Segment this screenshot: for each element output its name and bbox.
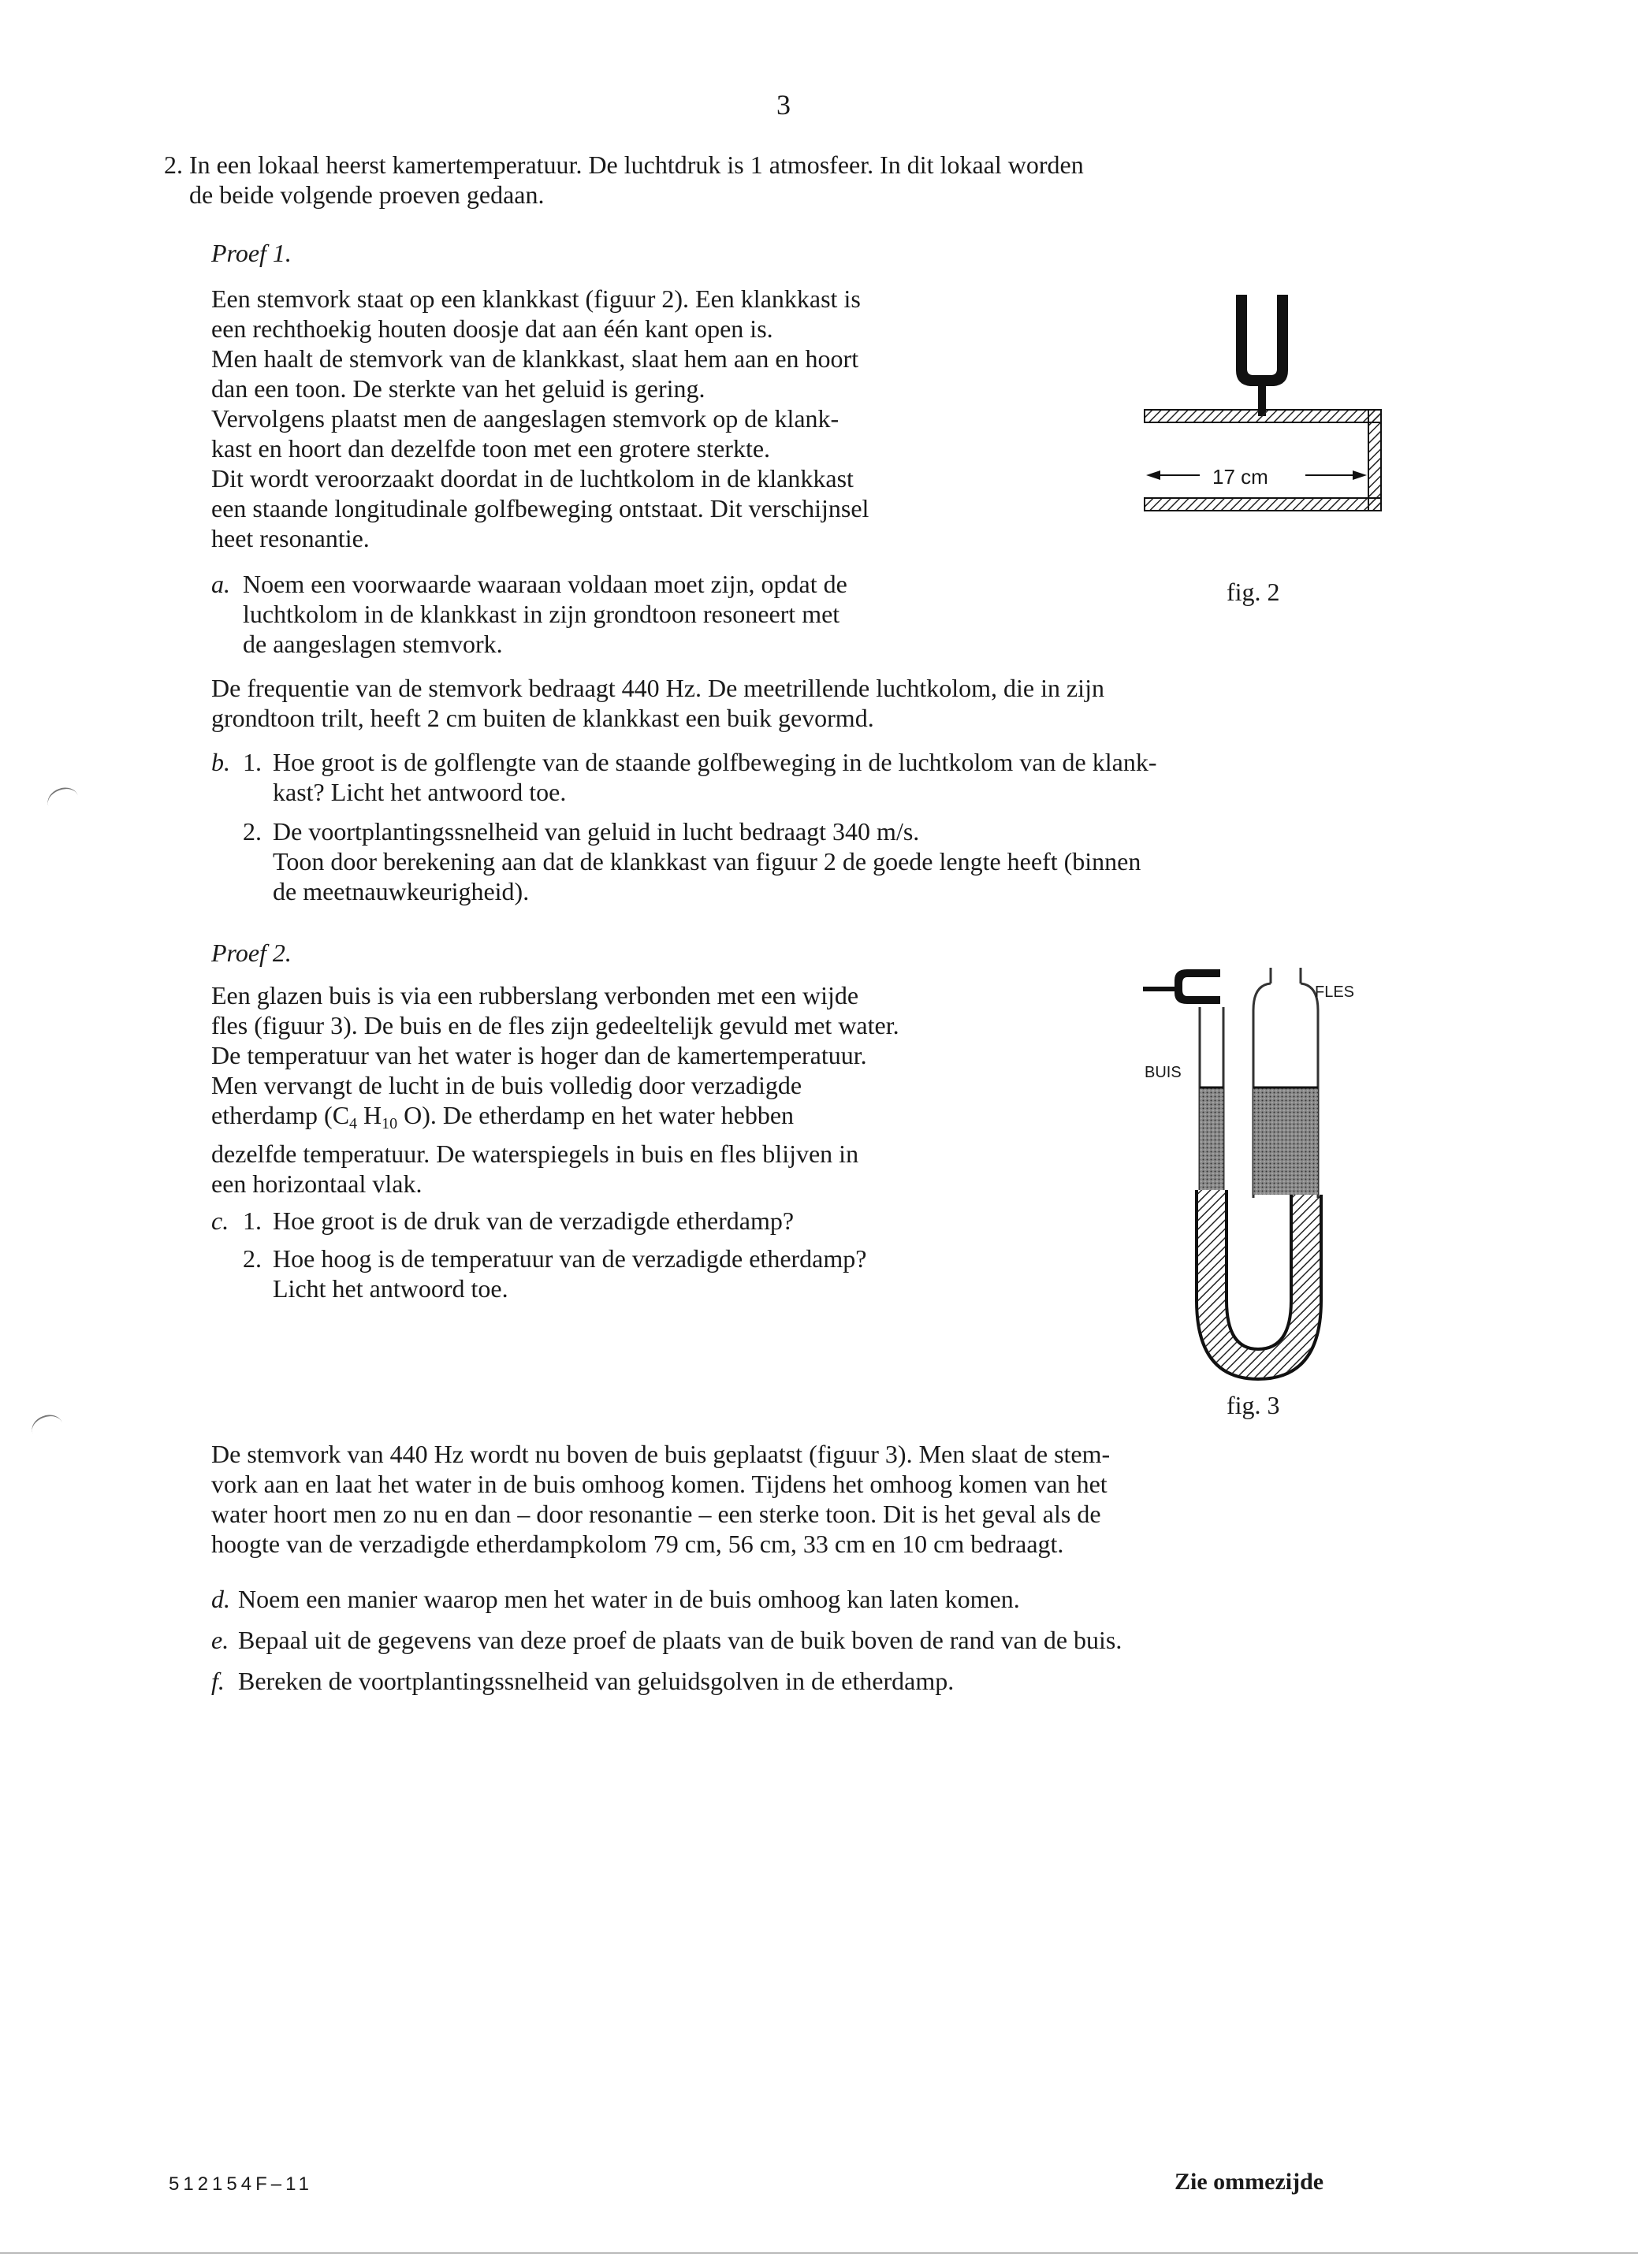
question-b1-text: Hoe groot is de golflengte van de staande golfbeweging in de luchtkolom van de klank- kast? Licht het antwoord toe. [273,748,1157,806]
scan-mark [28,1411,67,1445]
question-intro: 2. In een lokaal heerst kamertemperatuur. De luchtdruk is 1 atmosfeer. In dit lokaal worden de beide volgende proeven gedaan. [164,151,1084,209]
fig3-fles-label: FLES [1315,983,1355,1001]
fig3-caption: fig. 3 [1227,1391,1280,1419]
proef1-heading: Proef 1. [211,239,292,267]
glass-tube [1200,1007,1223,1190]
question-d-text: Noem een manier waarop men het water in de buis omhoog kan laten komen. [238,1585,1020,1613]
tuning-fork-icon [1236,295,1288,416]
ether-formula-line: etherdamp ($C_4$ $H_{10}$ O). De etherdamp en het water hebben [211,1101,795,1132]
footer-code: 512154F–11 [169,2173,314,2195]
question-c-letter: c. [211,1207,229,1235]
rubber-hose [1197,1190,1321,1379]
fig2-length-label: 17 cm [1212,465,1268,489]
proef1-text: Een stemvork staat op een klankkast (figuur 2). Een klankkast is een rechthoekig houten doosje dat aan één kant open is. Men haalt de stemvork van de klankkast, slaat hem aan en hoort dan een toon. De sterkte van het geluid is gering. Vervolgens plaatst men de aangeslagen stemvork op de klank- kast en hoort dan dezelfde toon met een grotere sterkte. Dit wordt veroorzaakt doordat in de luchtkolom in de klankkast een staande longitudinale golfbeweging ontstaat. Dit verschijnsel heet resonantie. [211,284,869,552]
question-c2-number: 2. [243,1244,262,1273]
proef2-text: Een glazen buis is via een rubberslang verbonden met een wijde fles (figuur 3). De buis en de fles zijn gedeeltelijk gevuld met water. De temperatuur van het water is hoger dan de kamertemperatuur. Men vervangt de lucht in de buis volledig door verzadigde etherdamp ($C_4$ $H_{10}$ O). De etherdamp en het water hebben dezelfde temperatuur. De waterspiegels in buis en fles blijven in een horizontaal vlak. [211,981,899,1198]
frequency-text: De frequentie van de stemvork bedraagt 440 Hz. De meetrillende luchtkolom, die in zijn grondtoon trilt, heeft 2 cm buiten de klankkast een buik gevormd. [211,674,1104,732]
question-c1-text: Hoe groot is de druk van de verzadigde etherdamp? [273,1207,795,1235]
question-a-letter: a. [211,570,230,598]
fig2-caption: fig. 2 [1227,578,1280,606]
scan-mark [44,783,83,818]
footer-turn-page: Zie ommezijde [1175,2169,1324,2195]
question-c1-number: 1. [243,1207,262,1235]
bottom-rule [0,2252,1638,2254]
question-c2-text: Hoe hoog is de temperatuur van de verzadigde etherdamp? Licht het antwoord toe. [273,1244,867,1303]
question-b2-text: De voortplantingssnelheid van geluid in lucht bedraagt 340 m/s. Toon door berekening aan dat de klankkast van figuur 2 de goede lengte heeft (binnen de meetnauwkeurigheid). [273,817,1141,905]
page-number: 3 [776,89,791,121]
question-b1-number: 1. [243,748,262,776]
question-f-letter: f. [211,1667,225,1695]
question-b2-number: 2. [243,817,262,846]
resonance-box [1145,410,1381,511]
figure-3-u-tube [1135,961,1340,1403]
question-f-text: Bereken de voortplantingssnelheid van geluidsgolven in de etherdamp. [238,1667,955,1695]
question-d-letter: d. [211,1585,230,1613]
proef2-heading: Proef 2. [211,939,292,967]
fig3-buis-label: BUIS [1145,1064,1182,1081]
question-a-text: Noem een voorwaarde waaraan voldaan moet zijn, opdat de luchtkolom in de klankkast in zijn grondtoon resoneert met de aangeslagen stemvork. [243,570,847,658]
question-e-letter: e. [211,1626,229,1654]
figure-2-tuning-fork-box [1135,284,1387,536]
tuning-fork-icon [1143,969,1220,1004]
question-b-letter: b. [211,748,230,776]
proef2-continuation: De stemvork van 440 Hz wordt nu boven de buis geplaatst (figuur 3). Men slaat de stem- vork aan en laat het water in de buis omhoog komen. Tijdens het omhoog komen van het water hoort men zo nu en dan – door resonantie – een sterke toon. Dit is het geval als de hoogte van de verzadigde etherdampkolom 79 cm, 56 cm, 33 cm en 10 cm bedraagt. [211,1440,1111,1558]
wide-bottle [1253,968,1318,1198]
question-e-text: Bepaal uit de gegevens van deze proef de plaats van de buik boven de rand van de buis. [238,1626,1122,1654]
